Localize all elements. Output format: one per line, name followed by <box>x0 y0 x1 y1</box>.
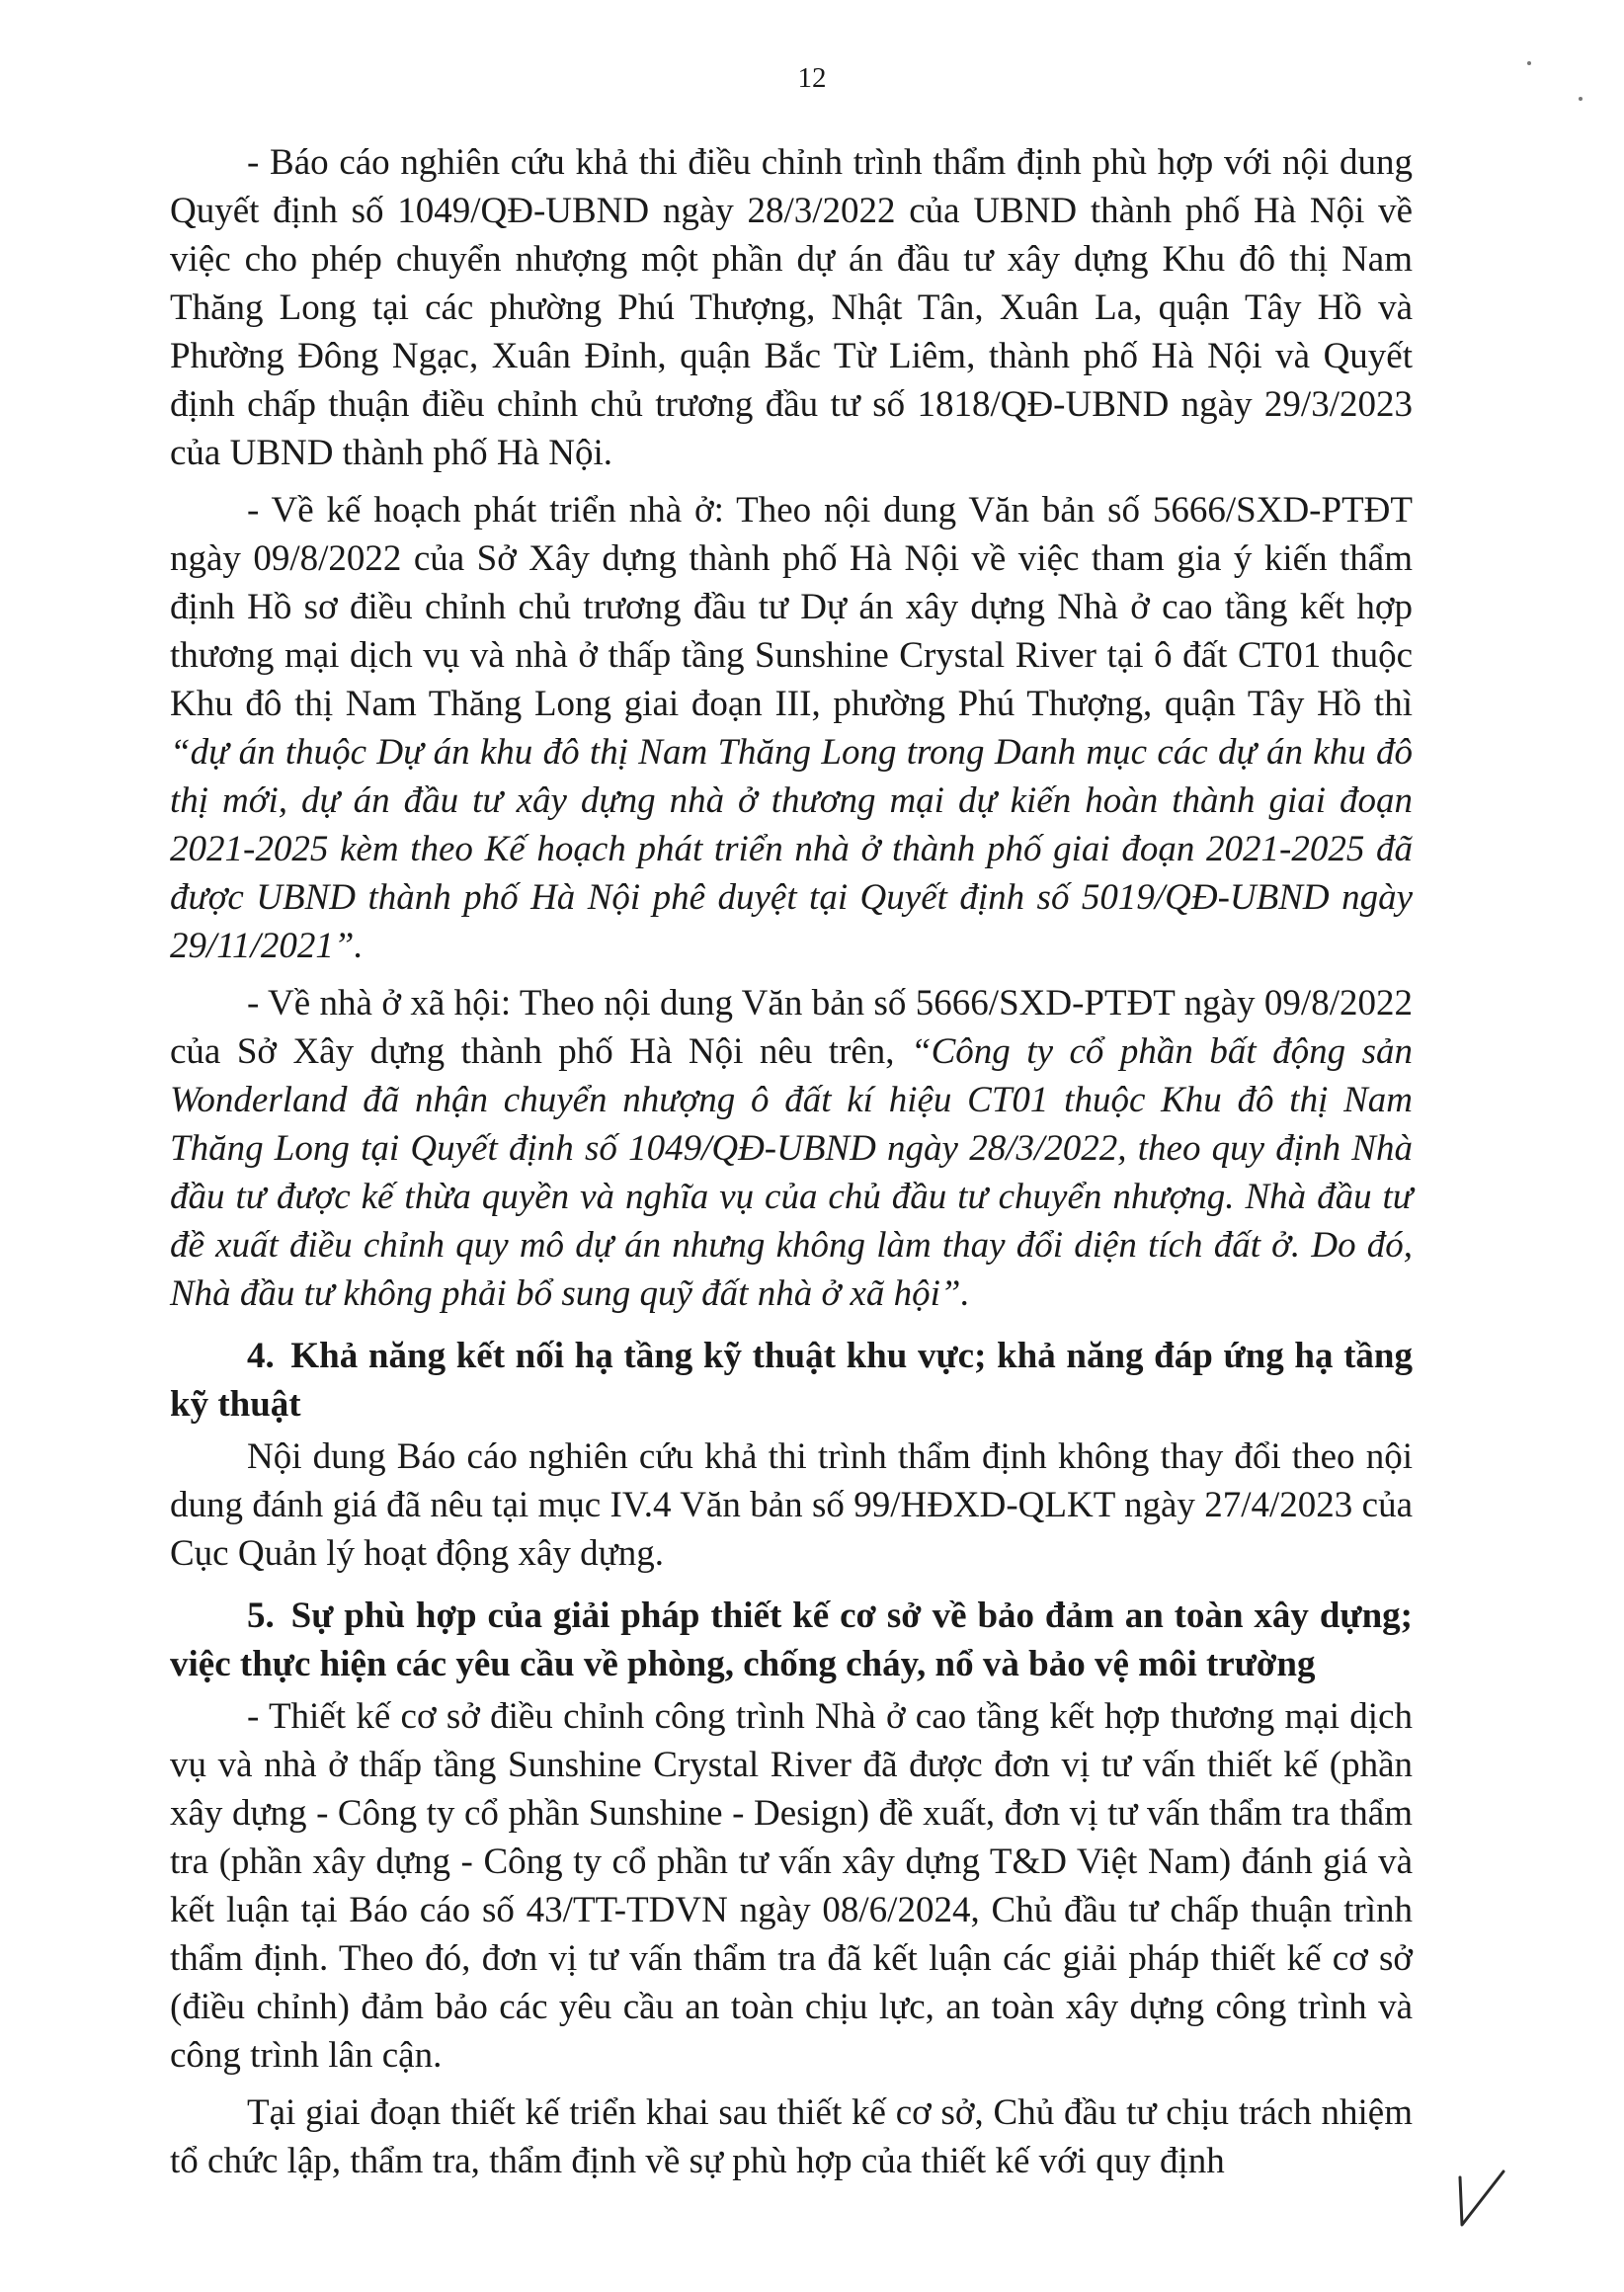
section-heading-5 <box>170 1592 1413 1688</box>
scan-speck <box>1579 97 1583 101</box>
paragraph-design-safety: - Thiết kế cơ sở điều chỉnh công trình Nhà ở cao tầng kết hợp thương mại dịch vụ và nhà ở thấp tầng Sunshine Crystal River đã được đơn vị tư vấn thiết kế (phần xây dựng - Công ty cổ phần Sunshine - Design) đề xuất, đơn vị tư vấn thẩm tra thẩm tra (phần xây dựng - Công ty cổ phần tư vấn xây dựng T&D Việt Nam) đánh giá và kết luận tại Báo cáo số 43/TT-TDVN ngày 08/6/2024, Chủ đầu tư chấp thuận trình thẩm định. Theo đó, đơn vị tư vấn thẩm tra đã kết luận các giải pháp thiết kế cơ sở (điều chỉnh) đảm bảo các yêu cầu an toàn chịu lực, an toàn xây dựng công trình và công trình lân cận. <box>170 1696 1413 2076</box>
section-heading-4 <box>170 1332 1413 1429</box>
section-number-4: 4. <box>247 1336 275 1376</box>
section-title-5: Sự phù hợp của giải pháp thiết kế cơ sở về bảo đảm an toàn xây dựng; việc thực hiện các yêu cầu về phòng, chống cháy, nổ và bảo vệ môi trường <box>170 1596 1413 1684</box>
section-number-5: 5. <box>247 1596 275 1636</box>
page-number: 12 <box>797 62 827 94</box>
paragraph-infrastructure: Nội dung Báo cáo nghiên cứu khả thi trình thẩm định không thay đổi theo nội dung đánh giá đã nêu tại mục IV.4 Văn bản số 99/HĐXD-QLKT ngày 27/4/2023 của Cục Quản lý hoạt động xây dựng. <box>170 1436 1413 1574</box>
housing-plan-quote: “dự án thuộc Dự án khu đô thị Nam Thăng Long trong Danh mục các dự án khu đô thị mới, dự án đầu tư xây dựng nhà ở thương mại dự kiến hoàn thành giai đoạn 2021-2025 kèm theo Kế hoạch phát triển nhà ở thành phố giai đoạn 2021-2025 đã được UBND thành phố Hà Nội phê duyệt tại Quyết định số 5019/QĐ-UBND ngày 29/11/2021”. <box>170 732 1413 966</box>
section-title-4: Khả năng kết nối hạ tầng kỹ thuật khu vực; khả năng đáp ứng hạ tầng kỹ thuật <box>170 1336 1414 1425</box>
handwritten-initial-mark <box>1452 2160 1521 2239</box>
housing-plan-text: - Về kế hoạch phát triển nhà ở: Theo nội dung Văn bản số 5666/SXD-PTĐT ngày 09/8/2022 của Sở Xây dựng thành phố Hà Nội về việc tham gia ý kiến thẩm định Hồ sơ điều chỉnh chủ trương đầu tư Dự án xây dựng Nhà ở cao tầng kết hợp thương mại dịch vụ và nhà ở thấp tầng Sunshine Crystal River tại ô đất CT01 thuộc Khu đô thị Nam Thăng Long giai đoạn III, phường Phú Thượng, quận Tây Hồ thì <box>170 490 1413 724</box>
social-housing-text: - Về nhà ở xã hội: Theo nội dung Văn bản số 5666/SXD-PTĐT ngày 09/8/2022 của Sở Xây dựng thành phố Hà Nội nêu trên, <box>170 983 1413 1072</box>
paragraph-feasibility-report: - Báo cáo nghiên cứu khả thi điều chỉnh trình thẩm định phù hợp với nội dung Quyết định số 1049/QĐ-UBND ngày 28/3/2022 của UBND thành phố Hà Nội về việc cho phép chuyển nhượng một phần dự án đầu tư xây dựng Khu đô thị Nam Thăng Long tại các phường Phú Thượng, Nhật Tân, Xuân La, quận Tây Hồ và Phường Đông Ngạc, Xuân Đỉnh, quận Bắc Từ Liêm, thành phố Hà Nội và Quyết định chấp thuận điều chỉnh chủ trương đầu tư số 1818/QĐ-UBND ngày 29/3/2023 của UBND thành phố Hà Nội. <box>170 142 1413 473</box>
paragraph-housing-plan <box>170 486 1413 970</box>
paragraph-social-housing <box>170 979 1413 1318</box>
social-housing-quote: “Công ty cổ phần bất động sản Wonderland đã nhận chuyển nhượng ô đất kí hiệu CT01 thuộc Khu đô thị Nam Thăng Long tại Quyết định số 1049/QĐ-UBND ngày 28/3/2022, theo quy định Nhà đầu tư được kế thừa quyền và nghĩa vụ của chủ đầu tư chuyển nhượng. Nhà đầu tư đề xuất điều chỉnh quy mô dự án nhưng không làm thay đổi diện tích đất ở. Do đó, Nhà đầu tư không phải bổ sung quỹ đất nhà ở xã hội”. <box>170 1031 1413 1314</box>
scan-speck <box>1527 61 1531 65</box>
document-body <box>170 138 1413 2185</box>
paragraph-implementation-stage: Tại giai đoạn thiết kế triển khai sau thiết kế cơ sở, Chủ đầu tư chịu trách nhiệm tổ chức lập, thẩm tra, thẩm định về sự phù hợp của thiết kế với quy định <box>170 2092 1413 2181</box>
